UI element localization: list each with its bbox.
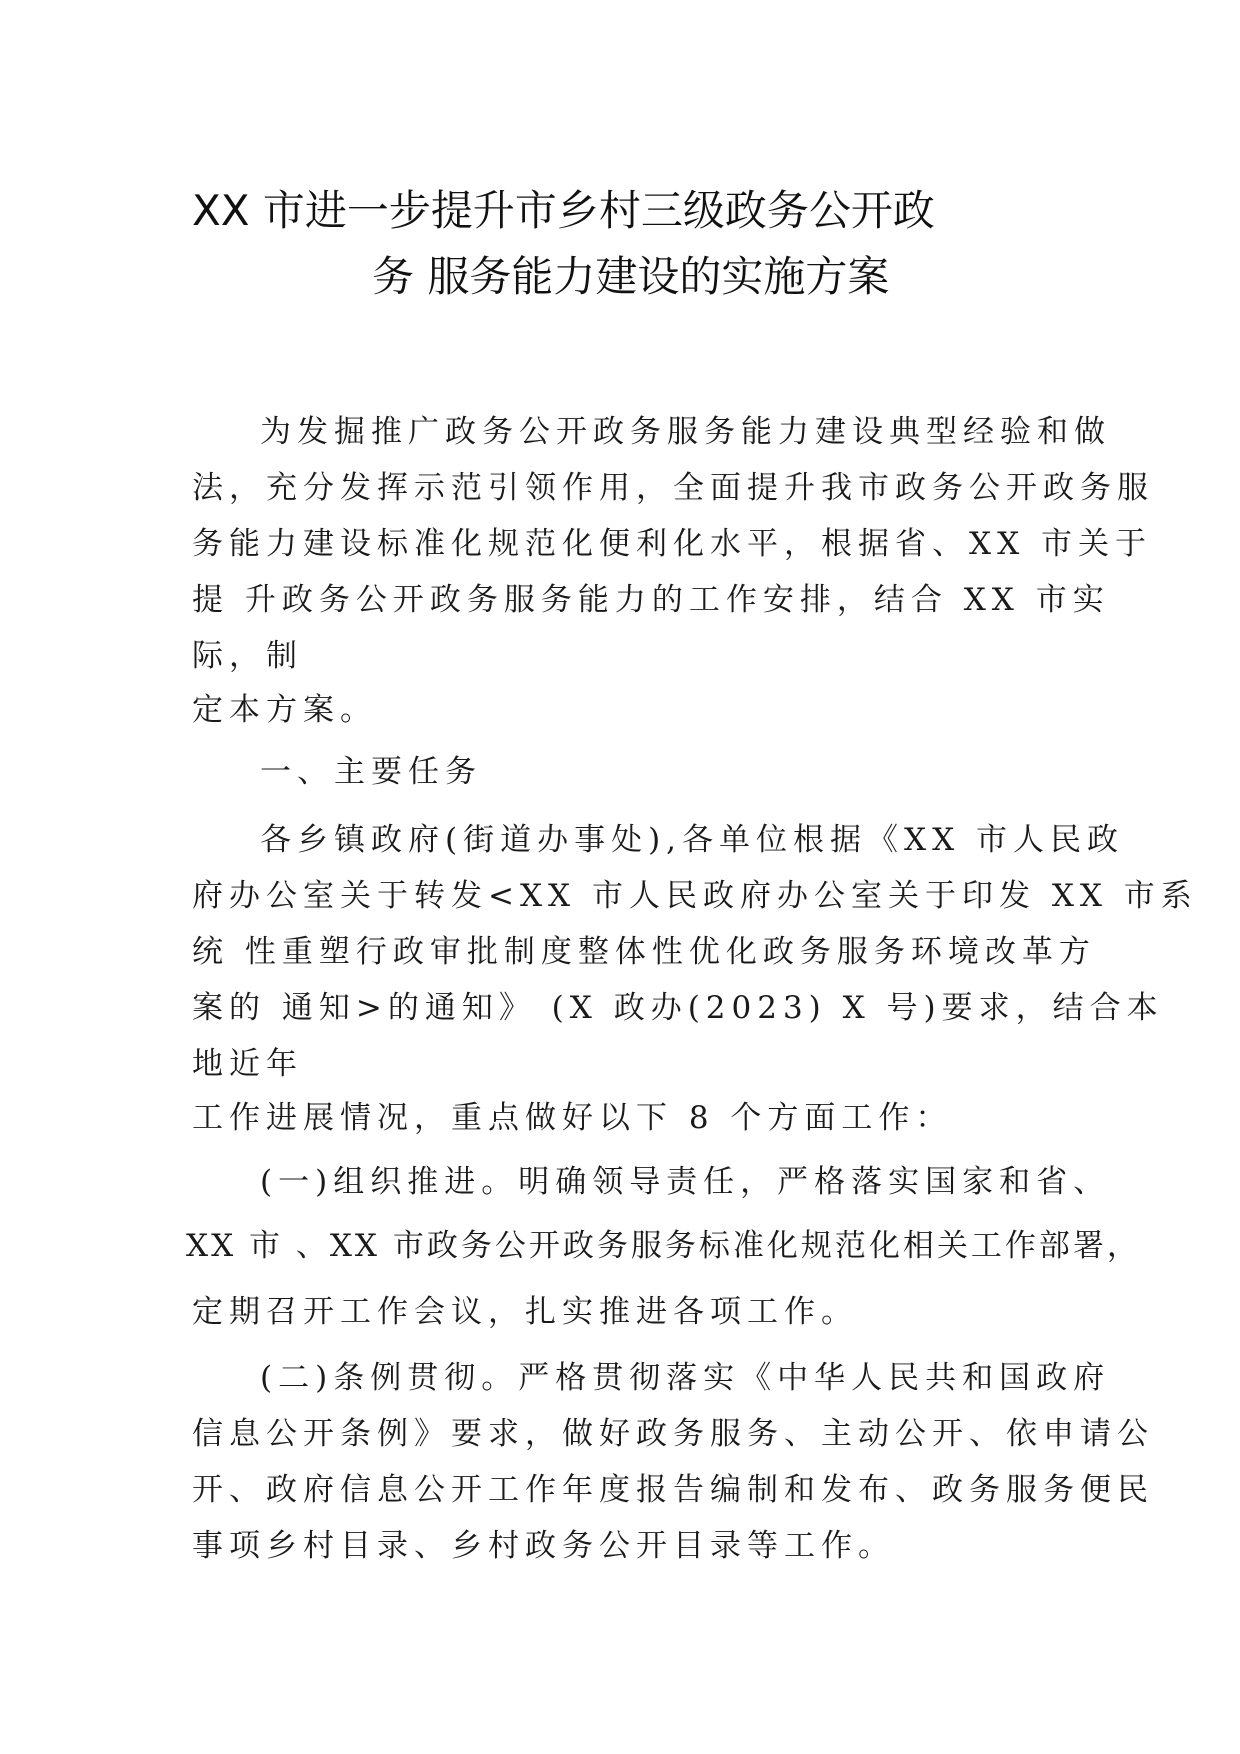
paragraph-line: (二)条例贯彻。严格贯彻落实《中华人民共和国政府	[260, 1360, 1111, 1396]
paragraph-line: 信息公开条例》要求，做好政务服务、主动公开、依申请公	[192, 1416, 1154, 1452]
paragraph-line: 际，制	[192, 638, 303, 674]
section-heading: 一、主要任务	[260, 754, 482, 790]
paragraph-line: 地近年	[192, 1046, 303, 1082]
paragraph-line: 提 升政务公开政务服务能力的工作安排，结合 XX 市实	[192, 582, 1110, 618]
document-title-line-1: XX 市进一步提升市乡村三级政务公开政	[192, 186, 935, 235]
paragraph-line: 为发掘推广政务公开政务服务能力建设典型经验和做	[260, 414, 1111, 450]
paragraph-line: 案的 通知>的通知》 (X 政办(2023) X 号)要求，结合本	[192, 990, 1164, 1026]
paragraph-line: 工作进展情况，重点做好以下 8 个方面工作：	[192, 1100, 953, 1136]
paragraph-line: 府办公室关于转发<XX 市人民政府办公室关于印发 XX 市系	[192, 878, 1198, 914]
paragraph-line: XX 市 、XX 市政务公开政务服务标准化规范化相关工作部署，	[186, 1228, 1141, 1264]
paragraph-line: 各乡镇政府(街道办事处),各单位根据《XX 市人民政	[260, 822, 1125, 858]
paragraph-line: 法，充分发挥示范引领作用，全面提升我市政务公开政务服	[192, 470, 1154, 506]
paragraph-line: 定期召开工作会议，扎实推进各项工作。	[192, 1294, 858, 1330]
paragraph-line: (一)组织推进。明确领导责任，严格落实国家和省、	[260, 1164, 1111, 1200]
paragraph-line: 开、政府信息公开工作年度报告编制和发布、政务服务便民	[192, 1472, 1154, 1508]
document-title-line-2: 务 服务能力建设的实施方案	[372, 252, 890, 301]
paragraph-line: 定本方案。	[192, 692, 377, 728]
paragraph-line: 务能力建设标准化规范化便利化水平，根据省、XX 市关于	[192, 526, 1152, 562]
paragraph-line: 事项乡村目录、乡村政务公开目录等工作。	[192, 1528, 895, 1564]
paragraph-line: 统 性重塑行政审批制度整体性优化政务服务环境改革方	[192, 934, 1096, 970]
